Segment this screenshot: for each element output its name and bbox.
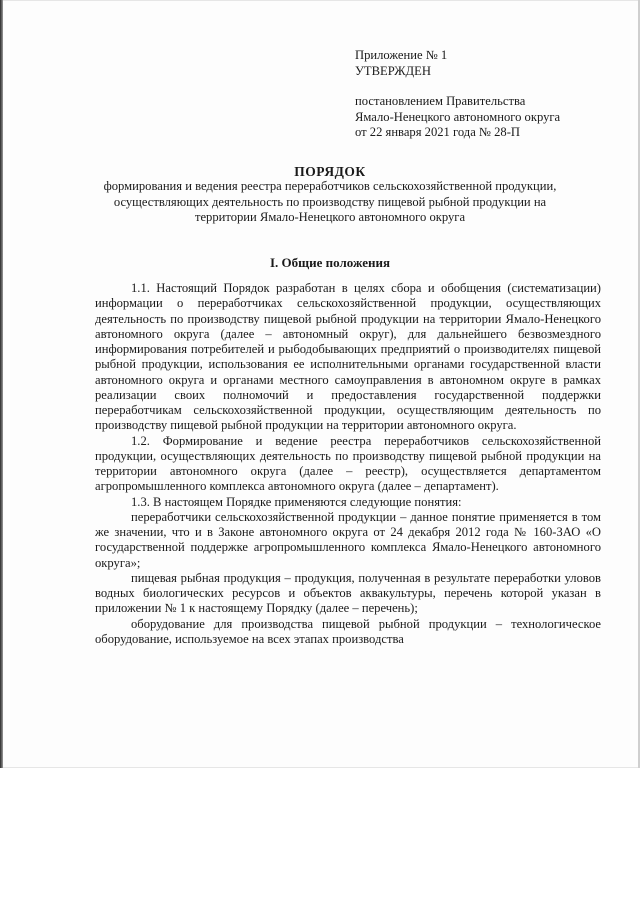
paragraph-1-2: 1.2. Формирование и ведение реестра переработчиков сельскохозяйственной продукции, осуществляющих деятельность по производству пищевой рыбной продукции на территории автономного округа (далее – реестр), осуществляется департаментом агропромышленного комплекса автономного округа (далее – департамент). [95, 433, 601, 494]
definition-paragraph: пищевая рыбная продукция – продукция, полученная в результате переработки уловов водных биологических ресурсов и объектов аквакультуры, перечень которой указан в приложении № 1 к настоящему Порядку (далее – перечень); [95, 570, 601, 616]
document-title: ПОРЯДОК [294, 164, 366, 179]
paragraph-1-1: 1.1. Настоящий Порядок разработан в целях сбора и обобщения (систематизации) информации о переработчиках сельскохозяйственной продукции, осуществляющих деятельность по производству пищевой рыбной продукции на территории Ямало-Ненецкого автономного округа (далее – автономный округ), для дальнейшего безвозмездного информирования потребителей и рыбодобывающих предприятий о производителях пищевой рыбной продукции, использования ее исполнительными органами государственной власти автономного округа и органами местного самоуправления в автономном округе в рамках реализации своих полномочий и предоставления государственной поддержки переработчикам сельскохозяйственной продукции, осуществляющим деятельность по производству пищевой рыбной продукции на территории автономного округа. [95, 281, 601, 433]
approved-stamp: УТВЕРЖДЕН [355, 63, 431, 78]
document-body [95, 281, 601, 647]
definition-paragraph: оборудование для производства пищевой рыбной продукции – технологическое оборудование, используемое на всех этапах производства [95, 616, 601, 646]
section-heading: I. Общие положения [270, 255, 390, 270]
approval-block [355, 48, 560, 141]
definition-paragraph: переработчики сельскохозяйственной продукции – данное понятие применяется в том же значении, что и в Законе автономного округа от 24 декабря 2012 года № 160-ЗАО «О государственной поддержке агропромышленного комплекса Ямало-Ненецкого автономного округа»; [95, 509, 601, 570]
decree-line: постановлением Правительства [355, 94, 526, 108]
approval-gap [355, 79, 560, 94]
paragraph-1-3: 1.3. В настоящем Порядке применяются следующие понятия: [131, 494, 462, 509]
appendix-number: Приложение № 1 [355, 48, 448, 62]
decree-date: от 22 января 2021 года № 28-П [355, 125, 520, 139]
scan-edge-left [0, 0, 3, 768]
document-subtitle: формирования и ведения реестра переработчиков сельскохозяйственной продукции, осуществляющих деятельность по производству пищевой рыбной продукции на территории Ямало-Ненецкого автономного округа [103, 179, 557, 224]
decree-line: Ямало-Ненецкого автономного округа [355, 109, 561, 124]
